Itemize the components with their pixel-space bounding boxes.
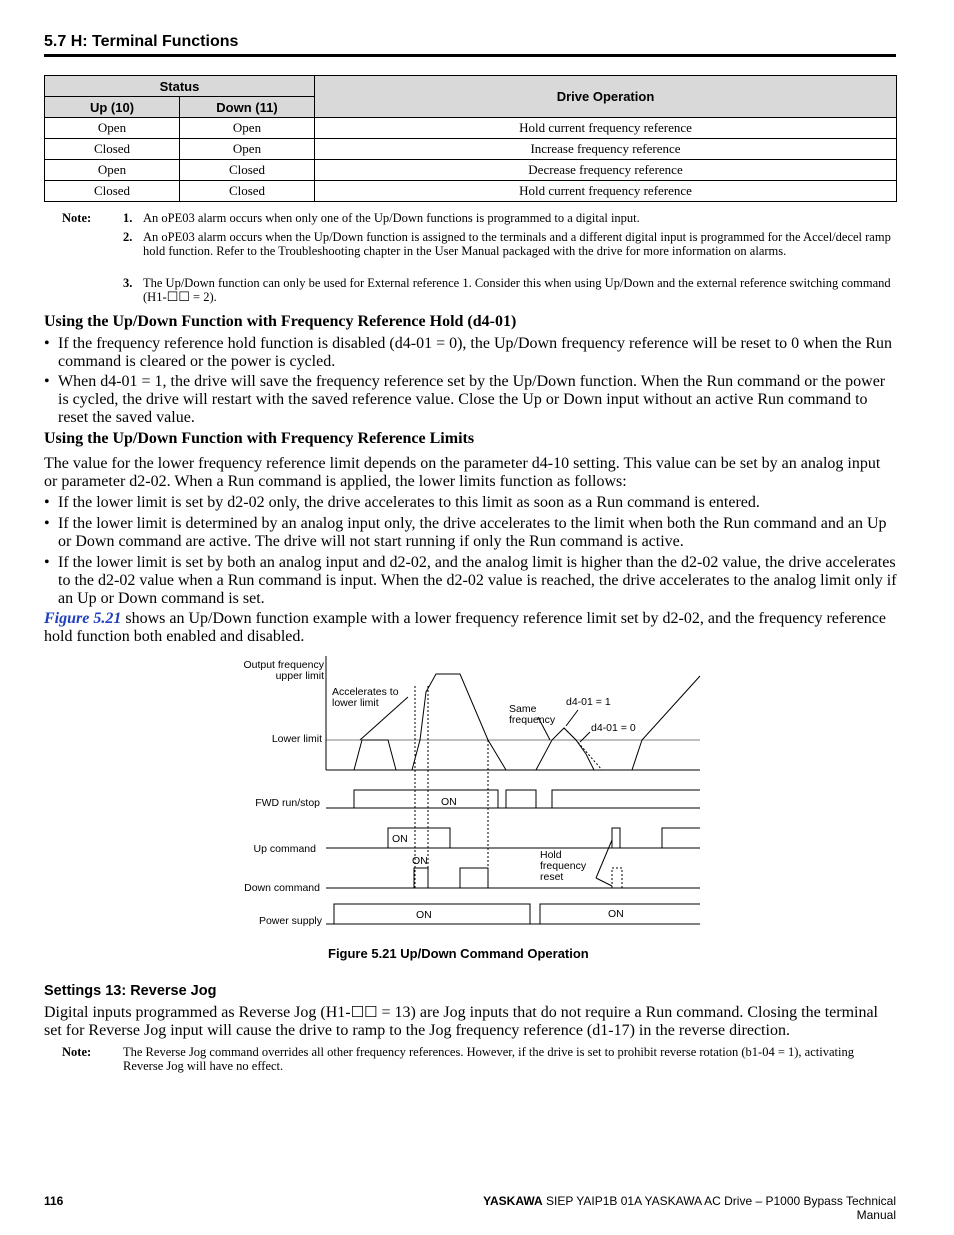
d4-01-off-label: d4-01 = 0 [591, 722, 636, 734]
fwd-pulse [506, 790, 536, 808]
bullet-icon: • [44, 335, 50, 352]
table-cell: Closed [180, 160, 315, 181]
table-cell: Open [45, 160, 180, 181]
bullet-text: If the lower limit is set by d2-02 only, the drive accelerates to this limit as soon as a Run command is entered. [58, 494, 760, 511]
bullet-text: When d4-01 = 1, the drive will save the frequency reference set by the Up/Down function. When the Run command or the power is cycled, the drive will restart with the saved reference value. Close the Up or Down input without an active Run command to reset the saved value. [58, 373, 886, 426]
down-pulse [460, 868, 488, 888]
table-row [45, 118, 897, 139]
on-label: ON [416, 909, 432, 921]
drive-operation-header: Drive Operation [315, 76, 897, 118]
power-supply-label: Power supply [258, 915, 322, 927]
note-text [143, 276, 896, 305]
up-command-label: Up command [253, 843, 316, 855]
section-title: 5.7 H: Terminal Functions [44, 33, 239, 50]
down-command-label: Down command [244, 882, 320, 894]
output-frequency-label: Output frequency upper limit [243, 659, 324, 682]
same-frequency-note: Same frequency [509, 703, 556, 726]
lower-limit-label: Lower limit [271, 733, 322, 745]
paragraph [44, 610, 897, 646]
note-label: Note: [62, 1045, 92, 1059]
paragraph-text: shows an Up/Down function example with a lower frequency reference limit set by d2-02, and the frequency reference hold function both enabled and disabled. [44, 610, 886, 645]
power-pulse [334, 904, 530, 924]
d4-0-arrow [580, 732, 590, 742]
header-rule [44, 54, 896, 57]
note-number: 3. [123, 276, 133, 290]
note-number: 2. [123, 230, 133, 244]
up-pulse [662, 828, 700, 848]
paragraph: The value for the lower frequency reference limit depends on the parameter d4-10 setting. This value can be set by an analog input or parameter d2-02. When a Run command is applied, the lower limits function as follows: [44, 455, 881, 490]
bullet-icon: • [44, 515, 50, 532]
note-number: 1. [123, 211, 133, 225]
figure-caption: Figure 5.21 Up/Down Command Operation [328, 946, 589, 961]
on-label: ON [412, 855, 428, 867]
down-pulse-dashed [612, 868, 622, 888]
note-text: The Reverse Jog command overrides all other frequency references. However, if the drive is set to prohibit reverse rotation (b1-04 = 1), activating Reverse Jog will have no effect. [123, 1045, 854, 1073]
paragraph-text: Digital inputs programmed as Reverse Jog (H1- [44, 1004, 351, 1021]
table-cell: Closed [45, 139, 180, 160]
fwd-pulse [552, 790, 700, 808]
footer-text [450, 1194, 896, 1222]
brand-name: YASKAWA [483, 1194, 543, 1208]
placeholder-box-icon: ☐☐ [350, 1003, 378, 1021]
fwd-label: FWD run/stop [255, 797, 320, 809]
bullet-text: If the lower limit is set by both an analog input and d2-02, and the analog limit is higher than the d2-02 value, the drive accelerates to the d2-02 value when a Run command is input. When the d2-02 value is reached, the drive accelerates to the analog limit only if an Up or Down command is set. [58, 554, 897, 607]
up-pulse [612, 828, 620, 848]
table-cell: Open [45, 118, 180, 139]
table-cell: Decrease frequency reference [315, 160, 897, 181]
bullet-icon: • [44, 554, 50, 571]
figure-link[interactable]: Figure 5.21 [44, 610, 122, 627]
hold-reset-note: Hold frequency reset [540, 849, 587, 883]
table-row [45, 181, 897, 202]
note-text-part: = 2). [189, 290, 217, 304]
table-row [45, 139, 897, 160]
table-cell: Open [180, 139, 315, 160]
bullet-icon: • [44, 373, 50, 390]
subsection-heading: Using the Up/Down Function with Frequency Reference Hold (d4-01) [44, 313, 517, 330]
table-cell: Closed [45, 181, 180, 202]
bullet-icon: • [44, 494, 50, 511]
down-pulse [414, 868, 428, 888]
note-text: An oPE03 alarm occurs when the Up/Down function is assigned to the terminals and a different digital input is programmed for the Accel/decel ramp hold function. Refer to the Troubleshooting chapter in the User Manual packaged with the drive for more information on alarms. [143, 230, 891, 258]
note-label: Note: [62, 211, 92, 225]
page-number: 116 [44, 1194, 64, 1208]
fwd-pulse [354, 790, 498, 808]
table-cell: Hold current frequency reference [315, 118, 897, 139]
table-cell: Increase frequency reference [315, 139, 897, 160]
on-label: ON [392, 833, 408, 845]
d4-01-on-label: d4-01 = 1 [566, 696, 611, 708]
paragraph-text: = 13) are Jog inputs that do not require a Run command. Closing the terminal set for Reverse Jog input will cause the drive to ramp to the Jog frequency reference (d1-17) in the reverse direction. [44, 1004, 878, 1039]
on-label: ON [608, 908, 624, 920]
bullet-text: If the frequency reference hold function is disabled (d4-01 = 0), the Up/Down frequency reference will be reset to 0 when the Run command is cleared or the power is cycled. [58, 335, 893, 370]
manual-title: SIEP YAIP1B 01A YASKAWA AC Drive – P1000 Bypass Technical Manual [542, 1194, 896, 1222]
table-cell: Closed [180, 181, 315, 202]
subsection-heading: Using the Up/Down Function with Frequency Reference Limits [44, 430, 475, 447]
accel-note: Accelerates to lower limit [332, 686, 399, 709]
timing-diagram [230, 650, 710, 935]
note-text: An oPE03 alarm occurs when only one of the Up/Down functions is programmed to a digital input. [143, 211, 640, 225]
table-cell: Hold current frequency reference [315, 181, 897, 202]
bullet-text: If the lower limit is determined by an analog input only, the drive accelerates to the limit when both the Run command and an Up or Down command are active. The drive will not start running if only the Run command is active. [58, 515, 887, 550]
on-label: ON [441, 796, 457, 808]
hold-reset-arrow [596, 840, 612, 878]
paragraph [44, 1003, 897, 1040]
subsection-heading: Settings 13: Reverse Jog [44, 983, 217, 999]
note-text-part: The Up/Down function can only be used for External reference 1. Consider this when using Up/Down and the external reference switching command (H1- [143, 276, 891, 304]
down-header: Down (11) [180, 97, 315, 118]
status-table [44, 75, 897, 202]
d4-1-arrow [566, 710, 578, 726]
hold-reset-arrow [596, 878, 612, 886]
up-header: Up (10) [45, 97, 180, 118]
status-header: Status [45, 76, 315, 97]
table-cell: Open [180, 118, 315, 139]
placeholder-box-icon: ☐☐ [166, 290, 190, 305]
table-row [45, 160, 897, 181]
